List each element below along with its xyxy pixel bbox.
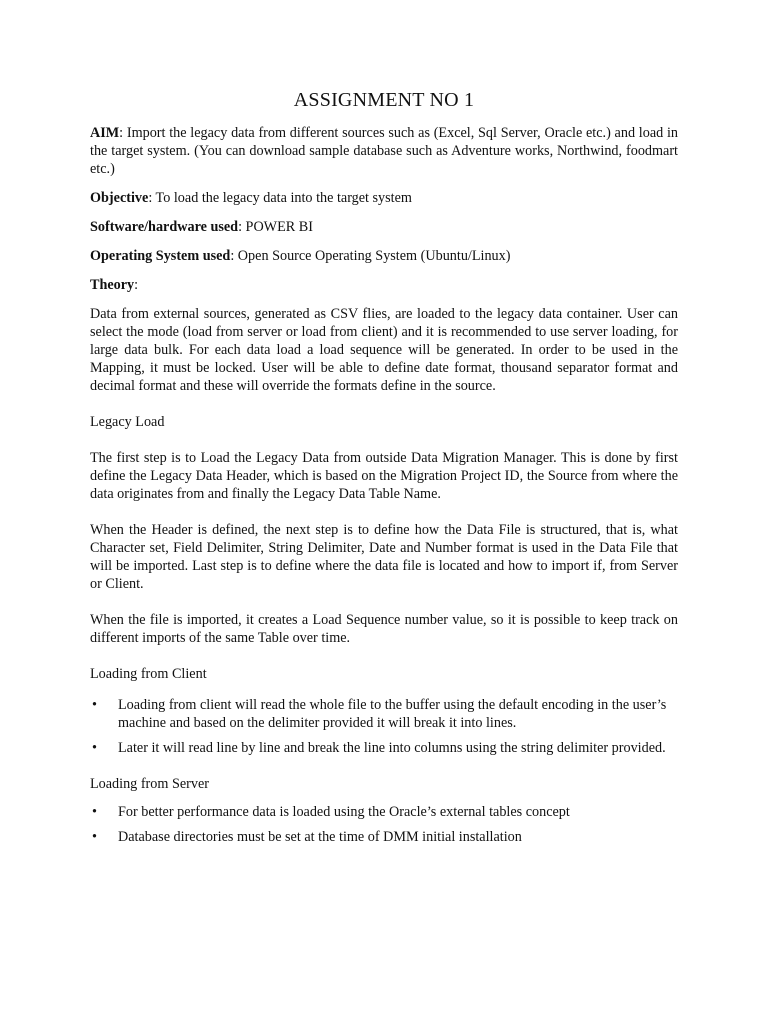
- page-title: ASSIGNMENT NO 1: [293, 89, 475, 111]
- loading-client-heading: Loading from Client: [90, 666, 207, 682]
- legacy-load-paragraph-1: The first step is to Load the Legacy Data from outside Data Migration Manager. This is done by first define the Legacy Data Header, which is based on the Migration Project ID, the Source from where the data originates from and finally the Legacy Data Table Name.: [90, 450, 678, 502]
- os-section: [90, 247, 678, 265]
- objective-label: Objective: [90, 190, 149, 206]
- objective-section: [90, 189, 678, 207]
- legacy-load-paragraph-2: When the Header is defined, the next step is to define how the Data File is structured, that is, what Character set, Field Delimiter, String Delimiter, Date and Number format is used in the Data File that will be imported. Last step is to define where the data file is located and how to import if, from Server or Client.: [90, 522, 678, 592]
- loading-server-list: [90, 803, 678, 846]
- theory-colon: :: [134, 277, 139, 293]
- theory-section: [90, 276, 678, 294]
- aim-section: [90, 124, 678, 178]
- theory-label: Theory: [90, 277, 135, 293]
- aim-text: : Import the legacy data from different sources such as (Excel, Sql Server, Oracle etc.) and load in the target system. (You can download sample database such as Adventure works, Northwind, foodmart etc.): [90, 125, 678, 177]
- software-text: : POWER BI: [238, 219, 313, 235]
- legacy-load-heading: Legacy Load: [90, 414, 165, 430]
- list-item: • Database directories must be set at the time of DMM initial installation: [90, 828, 678, 846]
- list-item: • Loading from client will read the whole file to the buffer using the default encoding in the user’s machine and based on the delimiter provided it will break it into lines.: [90, 696, 678, 732]
- list-item: • For better performance data is loaded using the Oracle’s external tables concept: [90, 803, 678, 821]
- theory-paragraph: Data from external sources, generated as CSV flies, are loaded to the legacy data container. User can select the mode (load from server or load from client) and it is recommended to use server loading, for large data bulk. For each data load a load sequence will be generated. In order to be used in the Mapping, it must be locked. User will be able to define date format, thousand separator format and decimal format and these will override the formats define in the source.: [90, 306, 678, 394]
- os-label: Operating System used: [90, 248, 231, 264]
- legacy-load-paragraph-3: When the file is imported, it creates a Load Sequence number value, so it is possible to keep track on different imports of the same Table over time.: [90, 612, 678, 646]
- os-text: : Open Source Operating System (Ubuntu/Linux): [230, 248, 511, 264]
- loading-server-heading: Loading from Server: [90, 776, 209, 792]
- document-page: [90, 88, 678, 853]
- software-label: Software/hardware used: [90, 219, 239, 235]
- loading-client-list: [90, 696, 678, 757]
- aim-label: AIM: [90, 125, 120, 141]
- objective-text: : To load the legacy data into the target system: [148, 190, 412, 206]
- list-item: • Later it will read line by line and break the line into columns using the string delimiter provided.: [90, 739, 678, 757]
- software-section: [90, 218, 678, 236]
